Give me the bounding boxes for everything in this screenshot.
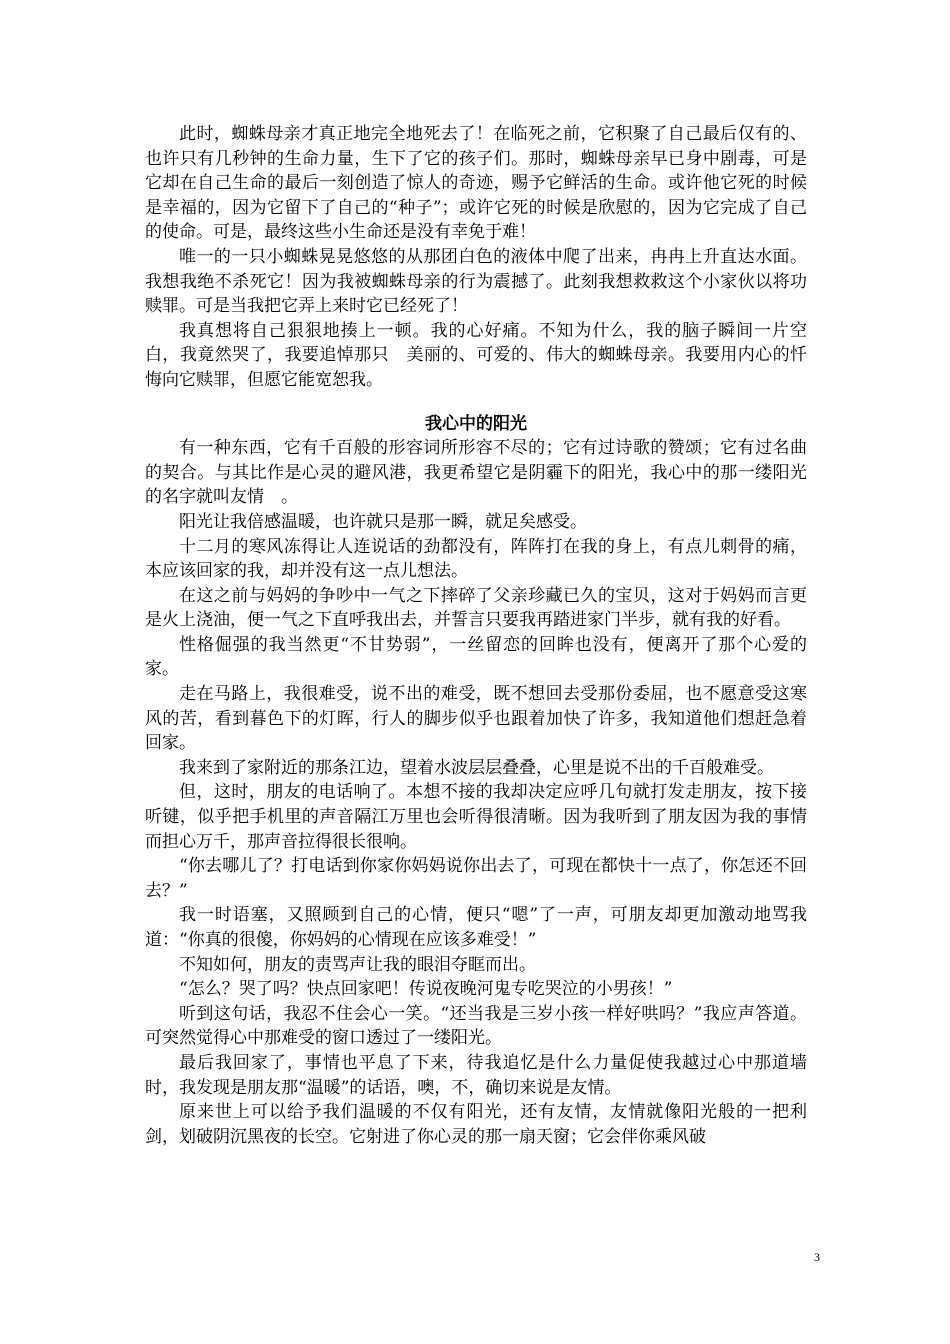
- paragraph: 不知如何，朋友的责骂声让我的眼泪夺眶而出。: [179, 954, 536, 975]
- paragraph: 我一时语塞，又照顾到自己的心情，便只“嗯”了一声，可朋友却更加激动地骂我道：“你真的很傻，你妈妈的心情现在应该多难受！”: [145, 905, 807, 950]
- page-number: 3: [814, 1250, 820, 1264]
- paragraph: 最后我回家了，事情也平息了下来，待我追忆是什么力量促使我越过心中那道墙时，我发现是朋友那“温暖”的话语，噢，不，确切来说是友情。: [145, 1052, 807, 1098]
- paragraph: 十二月的寒风冻得让人连说话的劲都没有，阵阵打在我的身上，有点儿刺骨的痛，本应该回家的我，却并没有这一点儿想法。: [145, 536, 807, 582]
- paragraph: 性格倔强的我当然更“不甘势弱”，一丝留恋的回眸也没有，便离开了那个心爱的家。: [145, 634, 807, 680]
- paragraph: “怎么？哭了吗？快点回家吧！传说夜晚河鬼专吃哭泣的小男孩！”: [179, 979, 673, 1000]
- paragraph: 走在马路上，我很难受，说不出的难受，既不想回去受那份委屈，也不愿意受这寒风的苦，看到暮色下的灯晖，行人的脚步似乎也跟着加快了许多，我知道他们想赶急着回家。: [145, 684, 807, 754]
- paragraph: 唯一的一只小蜘蛛晃晃悠悠的从那团白色的液体中爬了出来，冉冉上升直达水面。我想我绝不杀死它！因为我被蜘蛛母亲的行为震撼了。此刻我想救救这个小家伙以将功赎罪。可是当我把它弄上来时它已经死了！: [145, 246, 807, 317]
- paragraph: 我真想将自己狠狠地揍上一顿。我的心好痛。不知为什么，我的脑子瞬间一片空白，我竟然哭了，我要追悼那只 美丽的、可爱的、伟大的蜘蛛母亲。我要用内心的忏悔向它赎罪，但愿它能宽恕我。: [145, 320, 807, 390]
- paragraph: 原来世上可以给予我们温暖的不仅有阳光，还有友情，友情就像阳光般的一把利剑，划破阴沉黑夜的长空。它射进了你心灵的那一扇天窗；它会伴你乘风破: [145, 1102, 807, 1147]
- paragraph: 听到这句话，我忍不住会心一笑。“还当我是三岁小孩一样好哄吗？”我应声答道。可突然觉得心中那难受的窗口透过了一缕阳光。: [145, 1003, 807, 1049]
- paragraph: 阳光让我倍感温暖，也许就只是那一瞬，就足矣感受。: [179, 511, 587, 532]
- paragraph: 有一种东西，它有千百般的形容词所形容不尽的；它有过诗歌的赞颂；它有过名曲的契合。与其比作是心灵的避风港，我更希望它是阴霾下的阳光，我心中的那一缕阳光的名字就叫友情 。: [145, 438, 807, 508]
- section-title: 我心中的阳光: [425, 413, 527, 434]
- page-body: [145, 122, 807, 1149]
- paragraph: 在这之前与妈妈的争吵中一气之下摔碎了父亲珍藏已久的宝贝，这对于妈妈而言更是火上浇油，便一气之下直呼我出去，并誓言只要我再踏进家门半步，就有我的好看。: [145, 585, 807, 631]
- paragraph: “你去哪儿了？打电话到你家你妈妈说你出去了，可现在都快十一点了，你怎还不回去？”: [145, 856, 807, 901]
- paragraph: 此时，蜘蛛母亲才真正地完全地死去了！在临死之前，它积聚了自己最后仅有的、也许只有几秒钟的生命力量，生下了它的孩子们。那时，蜘蛛母亲早已身中剧毒，可是它却在自己生命的最后一刻创造了惊人的奇迹，赐予它鲜活的生命。或许他它死的时候是幸福的，因为它留下了自己的“种子”；或许它死的时候是欣慰的，因为它完成了自己的使命。可是，最终这些小生命还是没有幸免于难！: [145, 124, 807, 243]
- paragraph: 但，这时，朋友的电话响了。本想不接的我却决定应呼几句就打发走朋友，按下接听键，似乎把手机里的声音隔江万里也会听得很清晰。因为我听到了朋友因为我的事情而担心万千，那声音拉得很长很响。: [145, 782, 807, 852]
- paragraph: 我来到了家附近的那条江边，望着水波层层叠叠，心里是说不出的千百般难受。: [179, 757, 774, 778]
